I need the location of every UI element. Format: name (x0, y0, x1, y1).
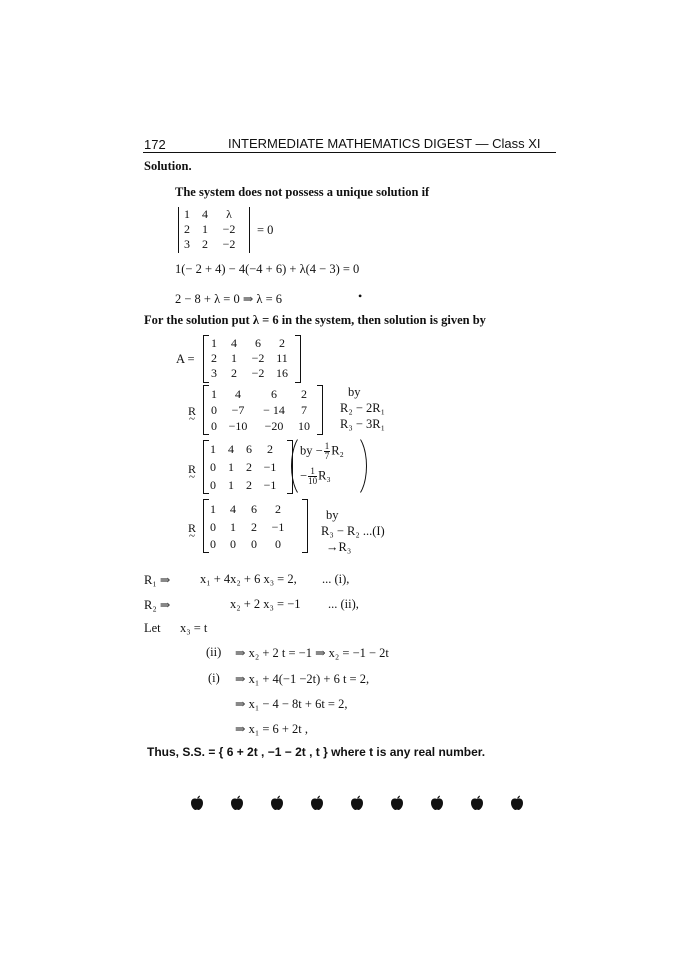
bullet-mark: • (358, 289, 363, 303)
eq-r2-tag: ... (ii), (328, 597, 359, 611)
matrix-cell: 0 (211, 419, 217, 433)
matrix-cell: 2 (301, 387, 307, 401)
eq-r1-tag: ... (i), (322, 572, 350, 586)
matrix-cell: 0 (210, 478, 216, 492)
step2-op2-prefix: − (300, 468, 308, 483)
augmented-matrix (203, 335, 301, 383)
sub-tag: (i) (208, 671, 220, 685)
matrix-cell: 1 (211, 387, 217, 401)
sub-expr: ⇒ x₁ + 4(−1 −2t) + 6 t = 2, (235, 672, 370, 686)
matrix-cell: 0 (211, 403, 217, 417)
matrix-cell: 4 (231, 336, 237, 350)
let-expr: x₃ = t (180, 621, 208, 635)
sub-expr: ⇒ x₁ − 4 − 8t + 6t = 2, (235, 697, 348, 711)
lambda-line: 2 − 8 + λ = 0 ⇒ λ = 6 (175, 292, 283, 306)
matrix-cell: −2 (251, 366, 265, 380)
matrix-cell: 2 (251, 520, 257, 534)
matrix-cell: 1 (231, 351, 237, 365)
apple-icon (390, 795, 404, 809)
matrix-cell: 2 (246, 478, 252, 492)
solution-heading: Solution. (144, 159, 192, 173)
matrix-cell: 1 (228, 478, 234, 492)
det-cell: −2 (222, 222, 236, 236)
step2-op1-fraction: $\frac{1}{7}$ (324, 441, 330, 461)
sub-expr: ⇒ x₂ + 2 t = −1 ⇒ x₂ = −1 − 2t (235, 646, 389, 660)
step1-op: R₂ − 2R₁ (340, 401, 385, 415)
step1-op: by (348, 385, 361, 399)
matrix-cell: 10 (298, 419, 310, 433)
apple-icon (470, 795, 484, 809)
matrix-cell: 6 (255, 336, 261, 350)
apple-icon (430, 795, 444, 809)
matrix-cell: −7 (231, 403, 245, 417)
step2-op2-suffix: R₃ (318, 468, 331, 483)
matrix-cell: 0 (251, 537, 257, 551)
matrix-cell: 2 (246, 460, 252, 474)
step2-matrix (203, 440, 293, 494)
det-cell: −2 (222, 237, 236, 251)
step2-op1-prefix: by − (300, 443, 323, 458)
step3-op: R₃ − R₂ ...(I) (321, 524, 385, 538)
apple-icon (350, 795, 364, 809)
step3-op: →R₃ (326, 540, 352, 554)
step2-op1 (300, 442, 344, 461)
step2-op2 (300, 467, 331, 486)
eq-r1-expr: x₁ + 4x₂ + 6 x₃ = 2, (200, 572, 297, 586)
matrix-cell: 2 (267, 442, 273, 456)
page-number: 172 (144, 137, 166, 152)
sub-tag: (ii) (206, 645, 222, 659)
step1-matrix (203, 385, 323, 435)
step2-op2-fraction: $\frac{1}{10}$ (308, 466, 318, 486)
matrix-cell: 1 (228, 460, 234, 474)
matrix-cell: 11 (276, 351, 288, 365)
expansion-line: 1(− 2 + 4) − 4(−4 + 6) + λ(4 − 3) = 0 (175, 262, 360, 276)
matrix-cell: 2 (279, 336, 285, 350)
det-cell: 3 (184, 237, 190, 251)
det-rhs: = 0 (257, 223, 274, 237)
matrix-cell: −1 (271, 520, 285, 534)
step3-matrix (203, 499, 308, 553)
conclusion: Thus, S.S. = { 6 + 2t , −1 − 2t , t } where t is any real number. (147, 745, 486, 759)
matrix-cell: 6 (246, 442, 252, 456)
matrix-cell: 16 (276, 366, 288, 380)
det-cell: 2 (184, 222, 190, 236)
apple-icon (230, 795, 244, 809)
matrix-cell: 4 (235, 387, 241, 401)
apple-icon (270, 795, 284, 809)
matrix-cell: 0 (230, 537, 236, 551)
matrix-cell: −2 (251, 351, 265, 365)
matrix-cell: 4 (228, 442, 234, 456)
det-cell: λ (226, 207, 232, 221)
matrix-cell: −1 (263, 460, 277, 474)
header-rule (143, 152, 556, 153)
matrix-cell: 6 (251, 502, 257, 516)
step1-op: R₃ − 3R₁ (340, 417, 385, 431)
matrix-cell: − 14 (263, 403, 285, 417)
matrix-cell: 6 (271, 387, 277, 401)
matrix-cell: 7 (301, 403, 307, 417)
matrix-cell: 2 (211, 351, 217, 365)
intro-text: The system does not possess a unique solution if (175, 185, 430, 199)
row-equivalence-symbol: R ~ (188, 404, 196, 419)
matrix-cell: 1 (211, 336, 217, 350)
step2-op1-suffix: R₂ (331, 443, 344, 458)
row-equivalence-symbol: R ~ (188, 462, 196, 477)
matrix-cell: 4 (230, 502, 236, 516)
matrix-cell: 1 (230, 520, 236, 534)
apple-icon (190, 795, 204, 809)
matrix-cell: 3 (211, 366, 217, 380)
apple-icon (510, 795, 524, 809)
det-cell: 1 (184, 207, 190, 221)
sub-expr: ⇒ x₁ = 6 + 2t , (235, 722, 309, 736)
matrix-cell: −10 (228, 419, 248, 433)
eq-r1-label: R₁ ⇒ (144, 573, 171, 587)
determinant (178, 207, 250, 253)
det-cell: 1 (202, 222, 208, 236)
eq-r2-expr: x₂ + 2 x₃ = −1 (230, 597, 301, 611)
let-label: Let (144, 621, 161, 635)
matrix-cell: 2 (231, 366, 237, 380)
apple-icon (310, 795, 324, 809)
put-text: For the solution put λ = 6 in the system, then solution is given by (144, 313, 486, 327)
matrix-cell: 0 (210, 537, 216, 551)
matrix-cell: 0 (210, 520, 216, 534)
matrix-cell: 0 (275, 537, 281, 551)
matrix-cell: −20 (264, 419, 284, 433)
matrix-cell: 2 (275, 502, 281, 516)
matrix-cell: −1 (263, 478, 277, 492)
det-cell: 4 (202, 207, 208, 221)
det-cell: 2 (202, 237, 208, 251)
row-equivalence-symbol: R ~ (188, 521, 196, 536)
matrix-cell: 1 (210, 502, 216, 516)
matrix-cell: 1 (210, 442, 216, 456)
running-title: INTERMEDIATE MATHEMATICS DIGEST — Class XI (228, 136, 541, 151)
augmented-label: A = (176, 352, 195, 366)
matrix-cell: 0 (210, 460, 216, 474)
step3-op: by (326, 508, 339, 522)
eq-r2-label: R₂ ⇒ (144, 598, 171, 612)
